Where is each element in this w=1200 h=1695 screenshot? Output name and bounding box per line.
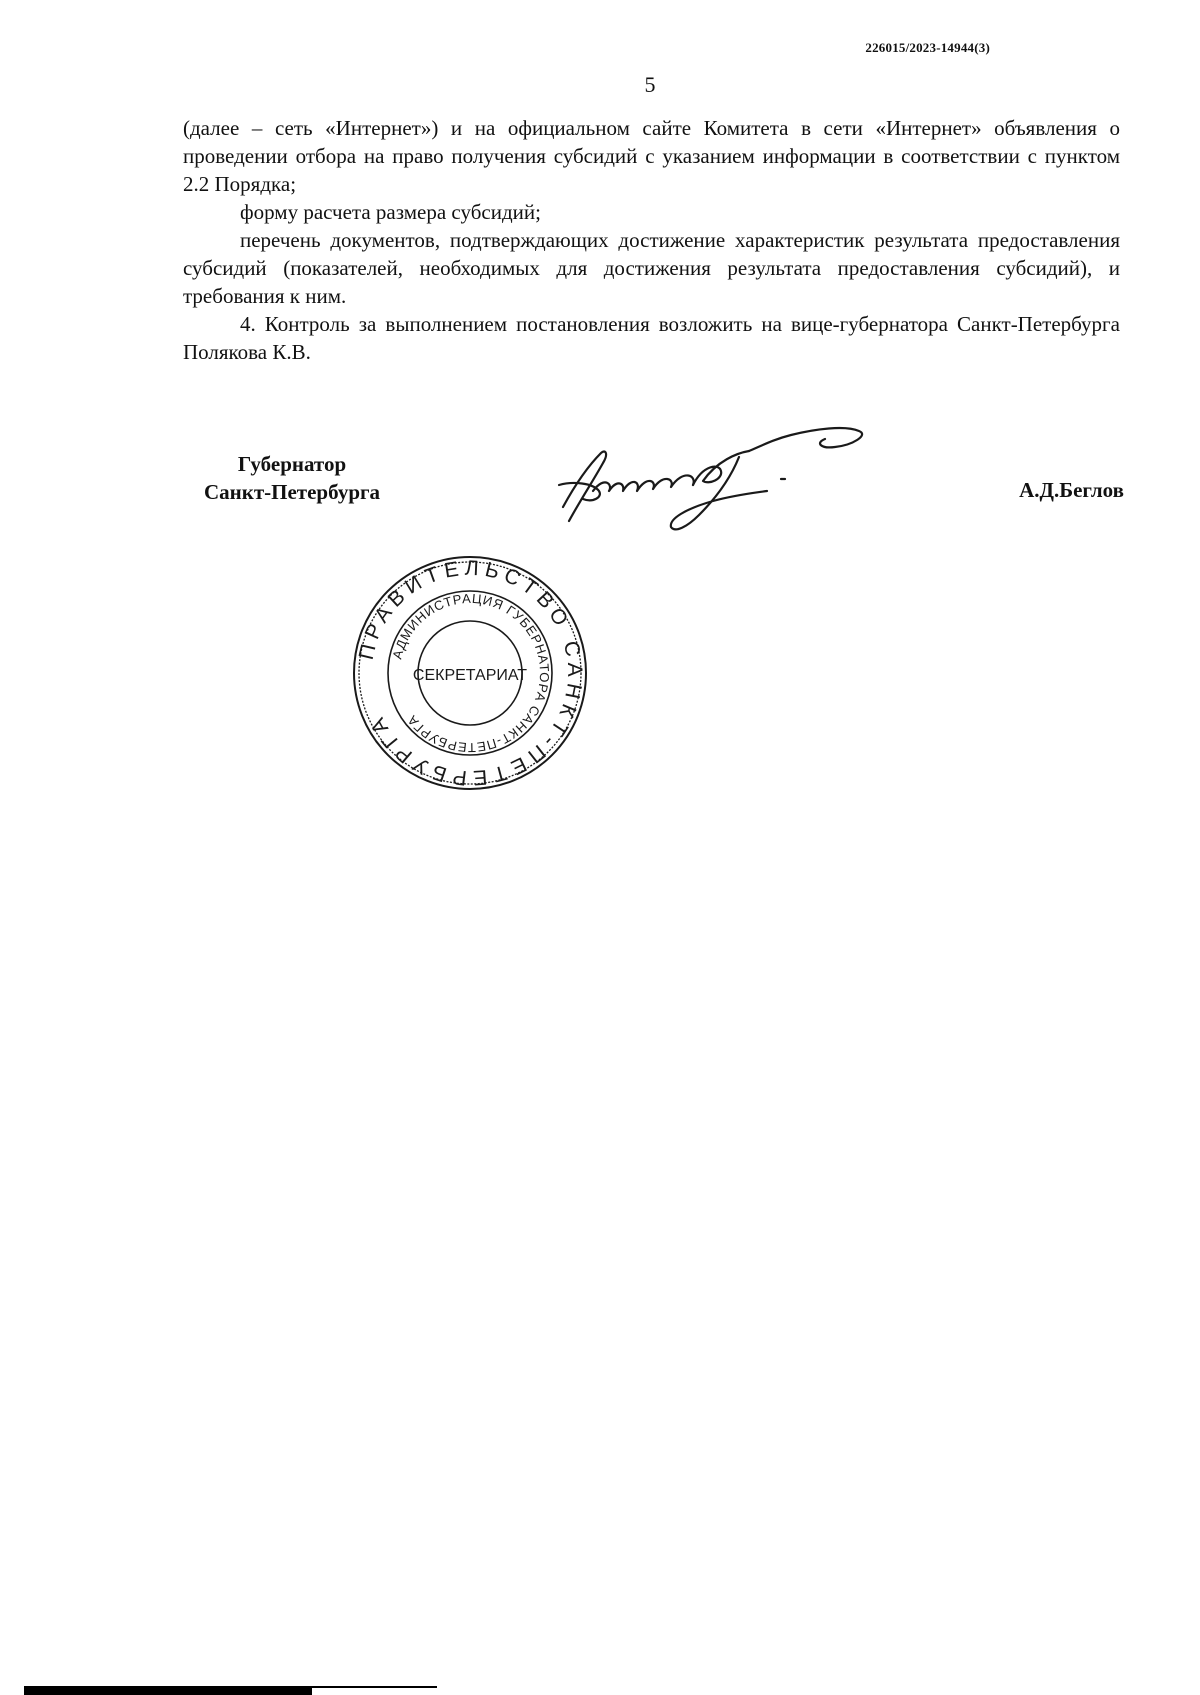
paragraph-calculation-form: форму расчета размера субсидий; bbox=[240, 200, 541, 224]
handwritten-signature bbox=[553, 425, 895, 545]
scan-footer-bar bbox=[24, 1686, 312, 1695]
official-seal-stamp bbox=[350, 553, 590, 793]
document-body bbox=[183, 114, 1120, 366]
signatory-position bbox=[186, 450, 398, 506]
signatory-name: А.Д.Беглов bbox=[1019, 478, 1124, 502]
paragraph-documents-list: перечень документов, подтверждающих достижение характеристик результата предоставления субсидий (показателей, необходимых для достижения результата предоставления субсидий), и требования к ним. bbox=[183, 228, 1120, 308]
svg-text:АДМИНИСТРАЦИЯ ГУБЕРНАТОРА САНК: АДМИНИСТРАЦИЯ ГУБЕРНАТОРА САНКТ-ПЕТЕРБУРГА bbox=[389, 590, 553, 756]
scan-footer-line bbox=[312, 1686, 437, 1688]
paragraph-continuation: (далее – сеть «Интернет») и на официальном сайте Комитета в сети «Интернет» объявления о проведении отбора на право получения субсидий с указанием информации в соответствии с пунктом 2.2 Порядка; bbox=[183, 116, 1120, 196]
svg-text:ПРАВИТЕЛЬСТВО САНКТ-ПЕТЕРБУРГА: ПРАВИТЕЛЬСТВО САНКТ-ПЕТЕРБУРГА bbox=[354, 556, 587, 790]
svg-text:СЕКРЕТАРИАТ: СЕКРЕТАРИАТ bbox=[412, 667, 528, 684]
paragraph-control-clause: 4. Контроль за выполнением постановления возложить на вице-губернатора Санкт-Петербурга Полякова К.В. bbox=[183, 312, 1120, 364]
signatory-position-city: Санкт-Петербурга bbox=[203, 480, 381, 504]
page-number: 5 bbox=[644, 72, 656, 97]
document-registration-number: 226015/2023-14944(3) bbox=[865, 40, 990, 55]
signatory-position-title: Губернатор bbox=[237, 452, 347, 476]
